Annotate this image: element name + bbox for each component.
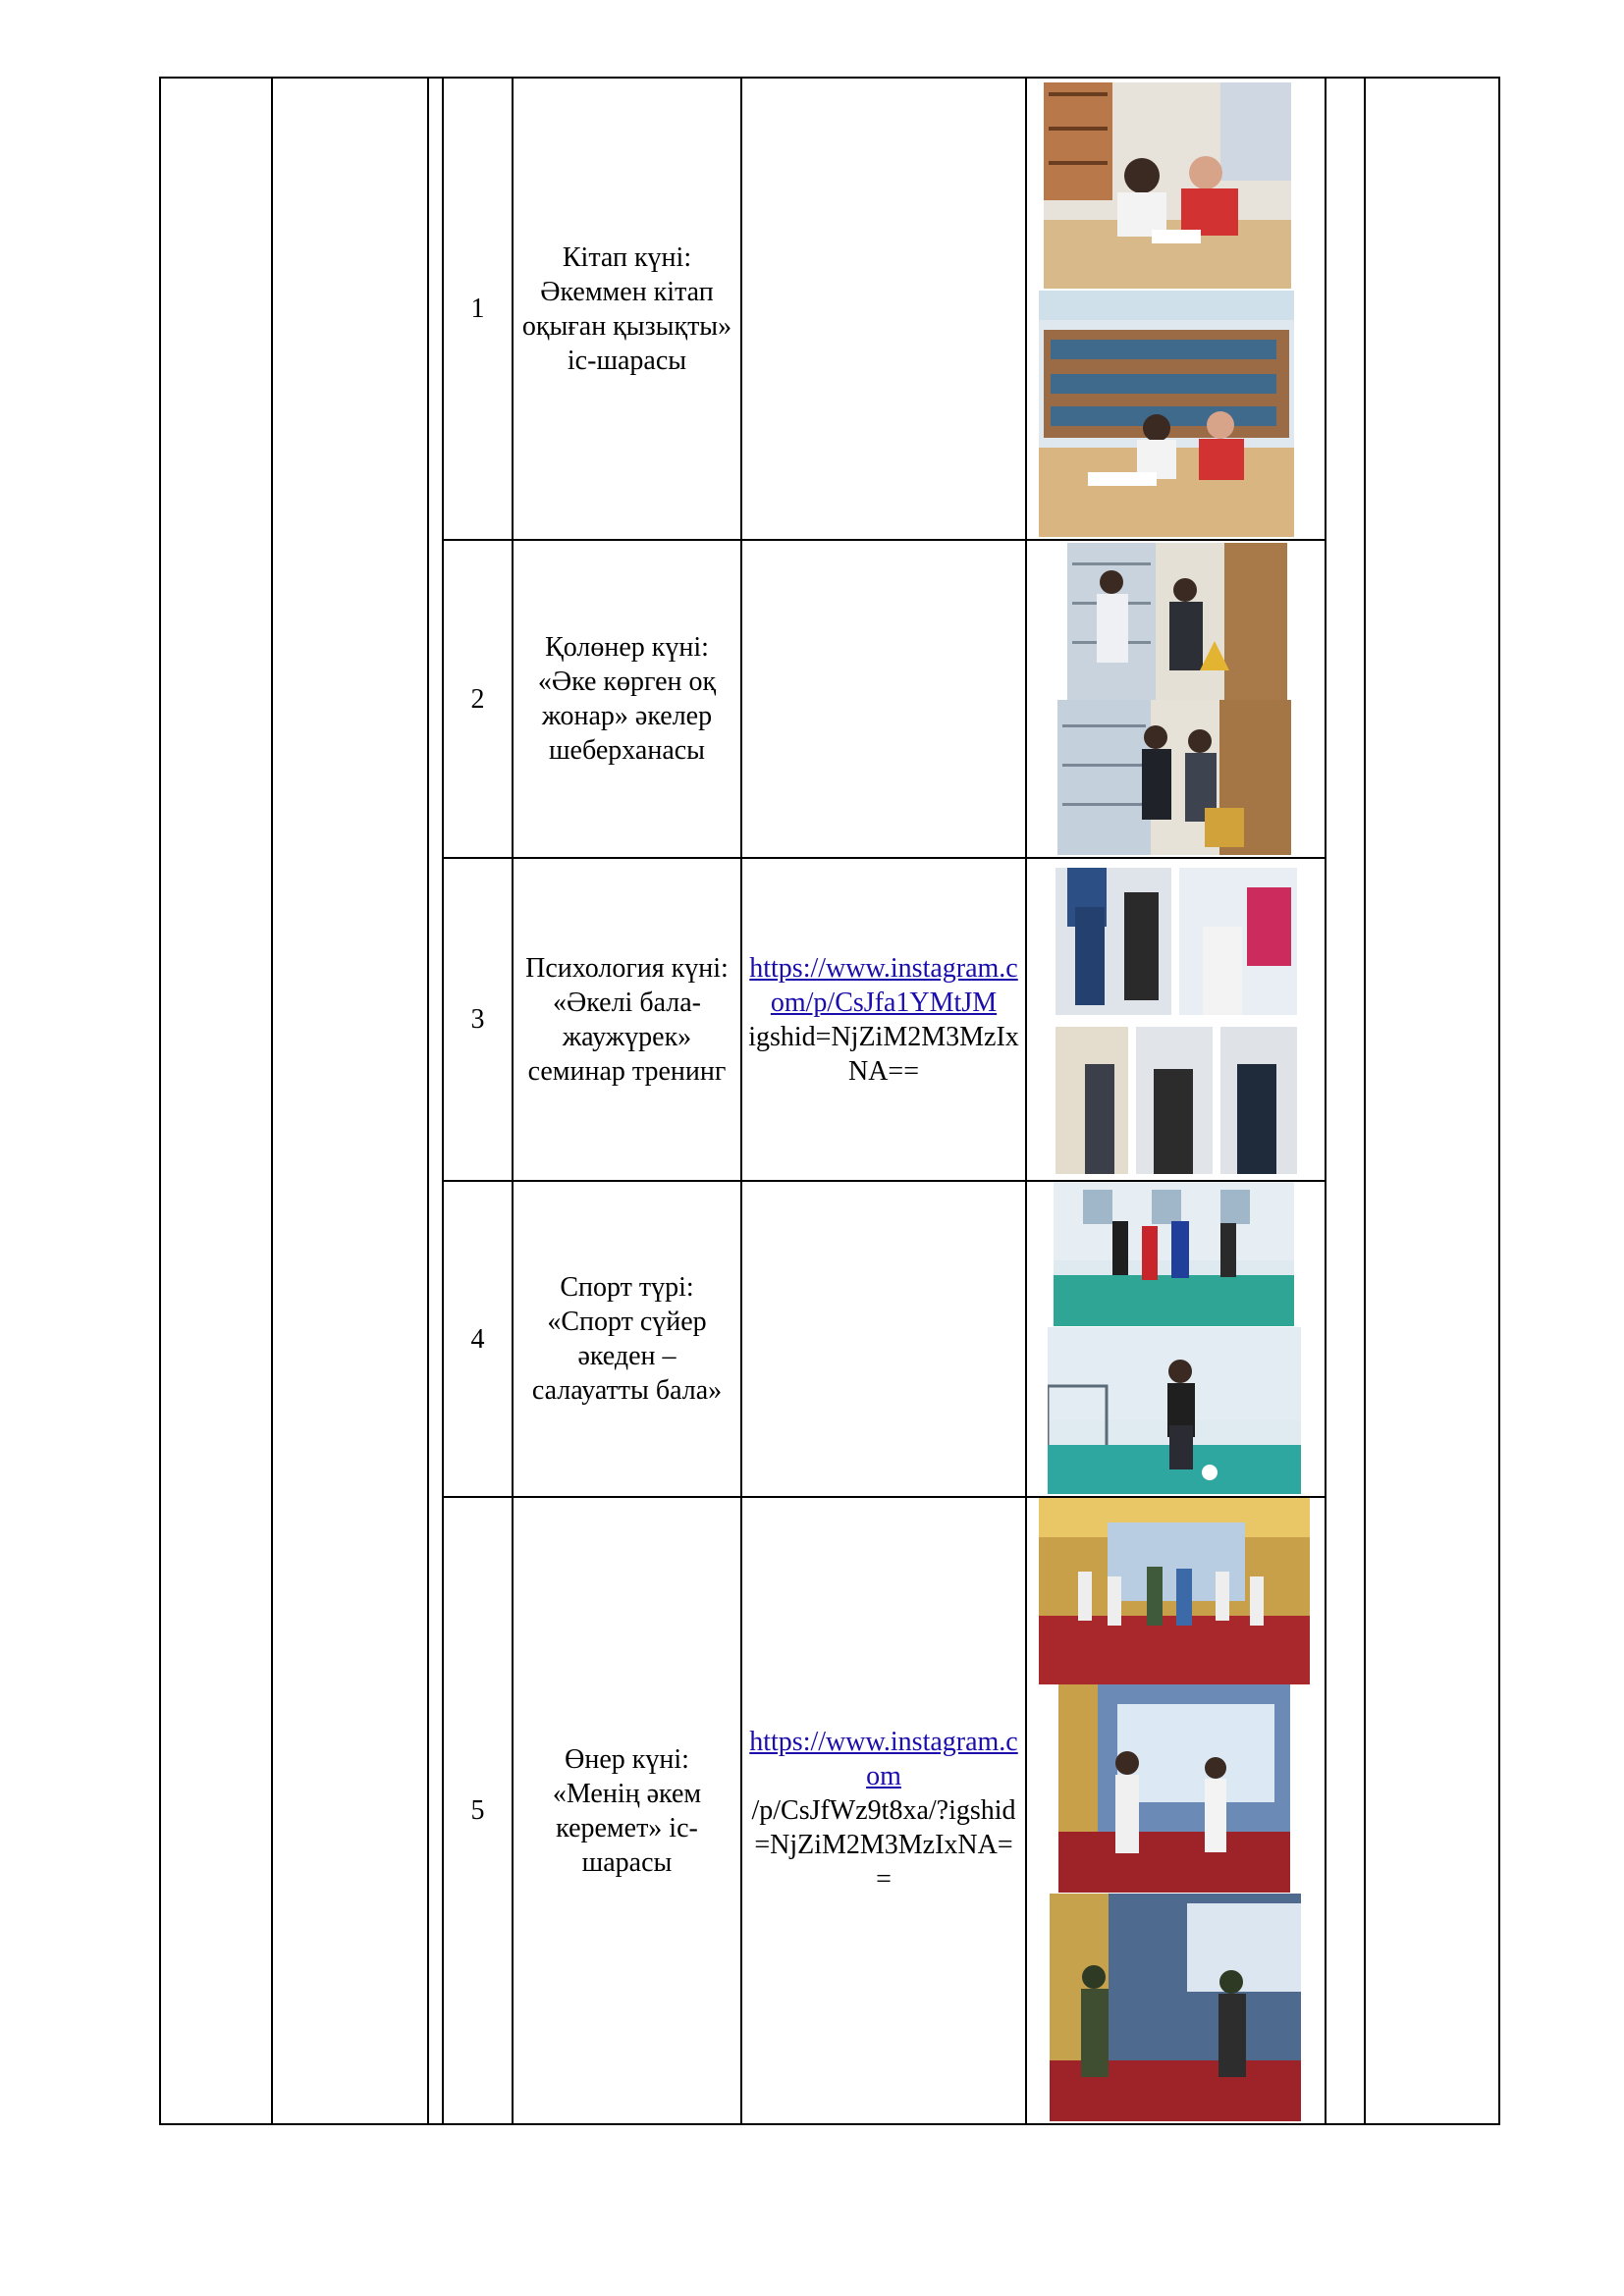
event-title: Өнер күні: «Менің әкем керемет» іс-шарасы [552,1743,702,1878]
table-right-border [1498,77,1500,2125]
table-left-border [159,77,161,2125]
table-bottom-border [159,2123,1500,2125]
row-number: 4 [470,1323,485,1355]
link-cell [742,1498,1025,2123]
photo-gym-1 [1054,1182,1294,1326]
photo-stage-2 [1058,1684,1290,1893]
event-title: Қолөнер күні: «Әке көрген оқ жонар» әкелер шеберханасы [537,632,717,766]
instagram-link[interactable]: https://www.instagram.com/p/CsJfa1YMtJM [749,952,1018,1018]
photo-seminar-collage [1056,868,1297,1174]
photo-library-reading-1 [1044,82,1291,289]
table-top-border [159,77,1500,79]
link-suffix: igshid=NjZiM2M3MzIxNA== [748,1021,1019,1087]
event-title: Спорт түрі: «Спорт сүйер әкеден – салауатты бала» [531,1272,723,1406]
column-divider-7 [1325,77,1326,2125]
photo-stage-3 [1050,1894,1301,2121]
row-number: 5 [470,1795,485,1826]
photo-gym-2 [1048,1327,1301,1494]
link-cell [742,859,1025,1180]
photo-library-reading-2 [1039,291,1294,537]
photo-stage-1 [1039,1498,1310,1684]
event-title: Психология күні: «Әкелі бала-жаужүрек» семинар тренинг [525,952,729,1087]
instagram-link[interactable]: https://www.instagram.com [749,1727,1018,1791]
column-divider-8 [1364,77,1366,2125]
column-divider-1 [271,77,273,2125]
row-number: 2 [470,683,485,715]
row-number: 1 [470,294,485,324]
column-divider-6 [1025,77,1027,2125]
photo-workshop-2 [1057,700,1291,855]
event-title: Кітап күні: Әкеммен кітап оқыған қызықты» іс-шарасы [521,241,732,376]
column-divider-2 [427,77,429,2125]
photo-workshop-1 [1067,543,1287,700]
link-suffix: /p/CsJfWz9t8xa/?igshid=NjZiM2M3MzIxNA== [751,1795,1016,1895]
row-number: 3 [470,1004,485,1035]
